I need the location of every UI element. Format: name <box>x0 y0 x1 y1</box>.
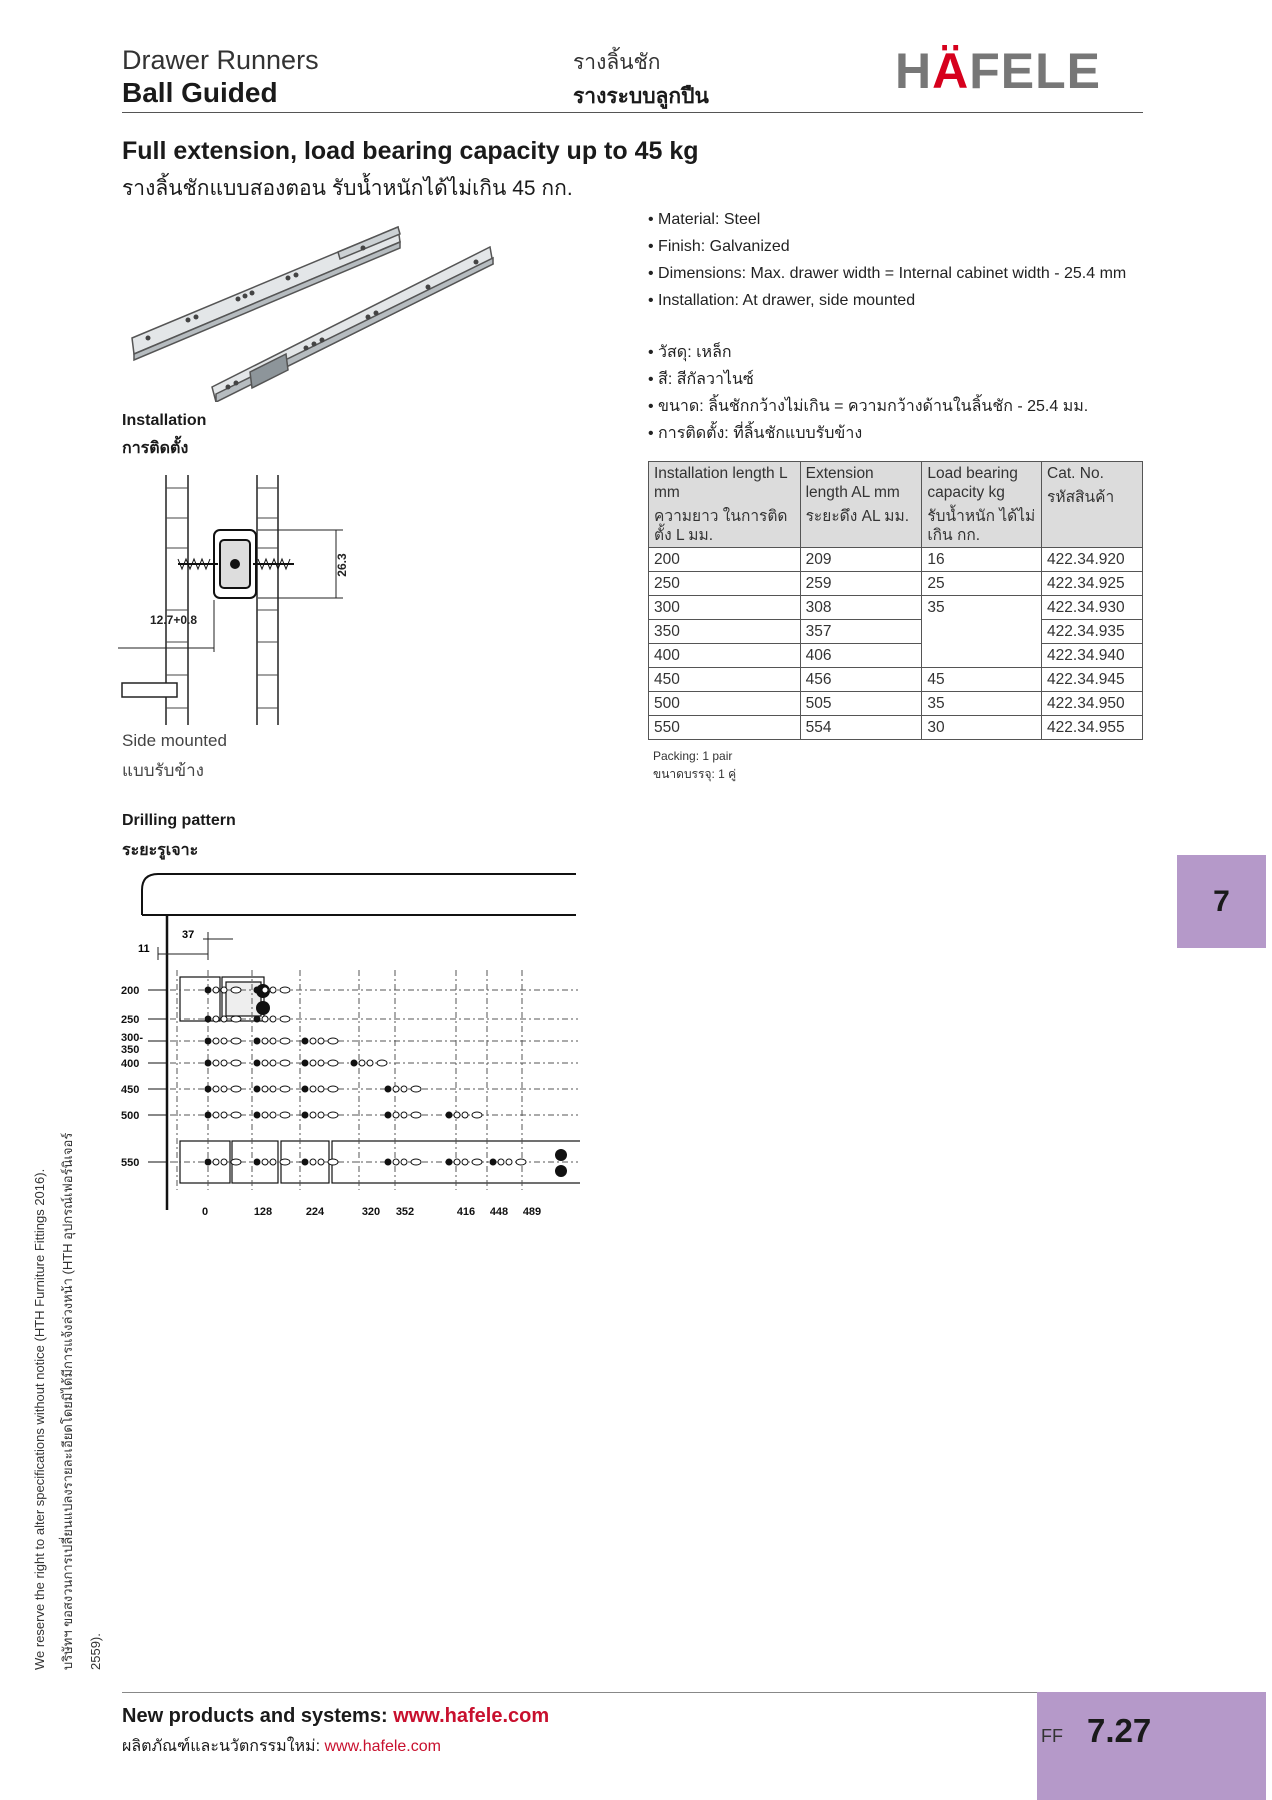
drill-hole-open <box>270 1038 276 1044</box>
drill-hole-open <box>213 1159 219 1165</box>
specs-list-th <box>648 339 1088 447</box>
col-install-length: Installation length L mm ความยาว ในการติดตั้ง L มม. <box>649 462 801 548</box>
drill-hole-open <box>221 1060 227 1066</box>
drill-slot <box>328 1159 338 1165</box>
drill-slot <box>280 1086 290 1092</box>
len-label-200: 200 <box>121 985 140 997</box>
drill-slot <box>328 1112 338 1118</box>
drill-hole-solid <box>205 1112 212 1119</box>
len-label-400: 400 <box>121 1058 140 1070</box>
table-row: 250 259 25 422.34.925 <box>649 572 1143 596</box>
spec-installation-th: • การติดตั้ง: ที่ลิ้นชักแบบรับข้าง <box>648 425 863 442</box>
drill-hole-open <box>393 1086 399 1092</box>
drill-hole-open <box>401 1159 407 1165</box>
drill-slot <box>472 1159 482 1165</box>
drill-hole-open <box>213 1038 219 1044</box>
drill-hole-open <box>270 1016 276 1022</box>
drill-hole-open <box>262 987 268 993</box>
drill-hole-solid <box>254 1016 261 1023</box>
drill-hole-open <box>221 987 227 993</box>
len-label-300: 300- <box>121 1032 144 1044</box>
page-number-box <box>1037 1692 1266 1800</box>
col-cat-no: Cat. No. รหัสสินค้า <box>1042 462 1143 548</box>
drill-hole-solid <box>205 1016 212 1023</box>
drill-slot <box>328 1060 338 1066</box>
product-title-th: รางลิ้นชักแบบสองตอน รับน้ำหนักได้ไม่เกิน 45 กก. <box>122 177 573 200</box>
drill-hole-solid <box>254 987 261 994</box>
drill-hole-solid <box>205 987 212 994</box>
footer-link-th[interactable]: www.hafele.com <box>324 1738 441 1755</box>
drill-hole-open <box>221 1086 227 1092</box>
drill-hole-open <box>270 1112 276 1118</box>
drill-slot <box>280 1060 290 1066</box>
packing-th: ขนาดบรรจุ: 1 คู่ <box>653 767 737 781</box>
drill-hole-open <box>221 1112 227 1118</box>
drill-slot <box>280 987 290 993</box>
drill-hole-open <box>262 1112 268 1118</box>
table-row: 300 308 35 422.34.930 <box>649 596 1143 620</box>
drill-hole-solid <box>385 1159 392 1166</box>
drill-slot <box>231 987 241 993</box>
drill-slot <box>377 1060 387 1066</box>
drill-hole-open <box>270 1060 276 1066</box>
drill-hole-open <box>262 1016 268 1022</box>
header-subcategory-th: รางระบบลูกปืน <box>573 85 709 108</box>
product-title: Full extension, load bearing capacity up to 45 kg <box>122 137 699 165</box>
col-extension-length: Extension length AL mm ระยะดึง AL มม. <box>800 462 922 548</box>
footer-line-th: ผลิตภัณฑ์และนวัตกรรมใหม่: www.hafele.com <box>122 1738 441 1755</box>
installation-diagram <box>118 470 358 730</box>
installation-caption: Side mounted <box>122 731 227 750</box>
drill-hole-solid <box>490 1159 497 1166</box>
drill-slot <box>280 1159 290 1165</box>
drilling-diagram <box>118 860 580 1220</box>
runner-rail-back <box>132 227 400 360</box>
installation-heading: Installation <box>122 412 207 429</box>
drill-slot <box>231 1112 241 1118</box>
drill-slot <box>231 1038 241 1044</box>
drill-slot <box>516 1159 526 1165</box>
len-label-350: 350 <box>121 1044 140 1056</box>
spec-dimensions: • Dimensions: Max. drawer width = Internal cabinet width - 25.4 mm <box>648 265 1127 282</box>
footer-link[interactable]: www.hafele.com <box>393 1705 550 1727</box>
spec-dimensions-th: • ขนาด: ลิ้นชักกว้างไม่เกิน = ความกว้างด้านในลิ้นชัก - 25.4 มม. <box>648 398 1089 415</box>
drill-hole-solid <box>302 1086 309 1093</box>
drill-hole-open <box>318 1038 324 1044</box>
drill-hole-open <box>262 1060 268 1066</box>
drill-hole-open <box>310 1060 316 1066</box>
table-header-row <box>649 462 1143 548</box>
installation-caption-th: แบบรับข้าง <box>122 761 204 780</box>
col-load-capacity: Load bearing capacity kg รับน้ำหนัก ได้ไม่เกิน กก. <box>922 462 1042 548</box>
drill-hole-open <box>270 1159 276 1165</box>
drill-hole-solid <box>385 1112 392 1119</box>
table-row: 450 456 45 422.34.945 <box>649 668 1143 692</box>
spec-installation: • Installation: At drawer, side mounted <box>648 292 916 309</box>
pos-label-416: 416 <box>456 1206 476 1218</box>
drill-hole-open <box>310 1086 316 1092</box>
footer-divider <box>122 1692 1037 1693</box>
drill-hole-open <box>213 1086 219 1092</box>
pos-label-320: 320 <box>361 1206 381 1218</box>
header-category: Drawer Runners <box>122 45 319 75</box>
drill-slot <box>411 1086 421 1092</box>
drill-slot <box>328 1038 338 1044</box>
drill-hole-open <box>221 1038 227 1044</box>
drill-hole-open <box>270 1086 276 1092</box>
header-divider <box>122 112 1143 113</box>
drill-hole-open <box>318 1060 324 1066</box>
drilling-heading: Drilling pattern <box>122 812 236 829</box>
drill-hole-solid <box>254 1060 261 1067</box>
drill-hole-solid <box>385 1086 392 1093</box>
table-row: 550 554 30 422.34.955 <box>649 716 1143 740</box>
drill-slot <box>231 1016 241 1022</box>
drill-hole-open <box>310 1159 316 1165</box>
pos-label-128: 128 <box>253 1206 273 1218</box>
len-label-550: 550 <box>121 1157 140 1169</box>
drill-slot <box>328 1086 338 1092</box>
drill-hole-open <box>401 1112 407 1118</box>
disclaimer-en: We reserve the right to alter specifications without notice (HTH Furniture Fittings 2016). <box>32 1168 47 1670</box>
dim-11: 11 <box>138 943 150 955</box>
drill-hole-open <box>462 1159 468 1165</box>
drill-hole-solid <box>302 1038 309 1045</box>
drill-hole-open <box>262 1159 268 1165</box>
drill-hole-open <box>213 1060 219 1066</box>
drill-hole-solid <box>205 1159 212 1166</box>
drill-hole-solid <box>446 1112 453 1119</box>
spec-finish: • Finish: Galvanized <box>648 238 790 255</box>
drill-slot <box>411 1159 421 1165</box>
spec-material-th: • วัสดุ: เหล็ก <box>648 344 732 361</box>
hafele-logo: HÄFELE <box>895 43 1102 99</box>
table-row: 200 209 16 422.34.920 <box>649 548 1143 572</box>
drill-hole-solid <box>302 1112 309 1119</box>
runner-rail-front <box>212 247 493 402</box>
table-row: 400 406 422.34.940 <box>649 644 1143 668</box>
drill-hole-open <box>498 1159 504 1165</box>
drill-hole-open <box>359 1060 365 1066</box>
drill-hole-open <box>213 1112 219 1118</box>
product-table <box>648 461 1143 740</box>
len-label-250: 250 <box>121 1014 140 1026</box>
spec-finish-th: • สี: สีกัลวาไนซ์ <box>648 371 754 388</box>
drill-slot <box>231 1159 241 1165</box>
disclaimer <box>26 1110 110 1670</box>
drill-hole-solid <box>302 1159 309 1166</box>
drill-hole-solid <box>254 1038 261 1045</box>
drill-hole-open <box>393 1159 399 1165</box>
disclaimer-th: บริษัทฯ ขอสงวนการเปลี่ยนแปลงรายละเอียดโดยมิได้มีการแจ้งล่วงหน้า (HTH อุปกรณ์เฟอร์นิเจอร์ 2559). <box>60 1132 103 1670</box>
drill-hole-solid <box>205 1038 212 1045</box>
pos-label-0: 0 <box>201 1206 209 1218</box>
len-label-500: 500 <box>121 1110 140 1122</box>
drill-slot <box>472 1112 482 1118</box>
drilling-heading-th: ระยะรูเจาะ <box>122 842 199 859</box>
pos-label-224: 224 <box>305 1206 325 1218</box>
drill-hole-open <box>262 1086 268 1092</box>
drill-slot <box>280 1016 290 1022</box>
table-row: 500 505 35 422.34.950 <box>649 692 1143 716</box>
drill-hole-solid <box>302 1060 309 1067</box>
drill-hole-open <box>310 1038 316 1044</box>
drill-hole-open <box>213 987 219 993</box>
drill-hole-open <box>221 1016 227 1022</box>
drill-hole-open <box>318 1112 324 1118</box>
drill-hole-solid <box>205 1060 212 1067</box>
runner-outline-short <box>180 977 264 1021</box>
dim-gap: 12.7+0.8 <box>150 613 198 627</box>
footer-line-en: New products and systems: www.hafele.com <box>122 1705 550 1727</box>
drill-slot <box>411 1112 421 1118</box>
drill-hole-solid <box>446 1159 453 1166</box>
drill-hole-open <box>310 1112 316 1118</box>
table-row: 350 357 422.34.935 <box>649 620 1143 644</box>
drill-hole-open <box>506 1159 512 1165</box>
pos-label-489: 489 <box>522 1206 542 1218</box>
product-image <box>128 222 500 402</box>
drill-hole-solid <box>351 1060 358 1067</box>
drill-hole-open <box>318 1159 324 1165</box>
chapter-tab: 7 <box>1177 855 1266 948</box>
packing-en: Packing: 1 pair <box>653 749 733 763</box>
installation-heading-th: การติดตั้ง <box>122 440 189 457</box>
drill-hole-open <box>393 1112 399 1118</box>
drill-hole-open <box>262 1038 268 1044</box>
drill-hole-open <box>367 1060 373 1066</box>
drill-hole-open <box>213 1016 219 1022</box>
header-category-th: รางลิ้นชัก <box>573 51 661 74</box>
drill-hole-open <box>221 1159 227 1165</box>
dim-37: 37 <box>182 929 195 941</box>
drill-hole-open <box>454 1112 460 1118</box>
drill-hole-open <box>318 1086 324 1092</box>
dim-height: 26.3 <box>335 553 349 577</box>
drill-slot <box>280 1112 290 1118</box>
specs-list-en <box>648 206 1126 314</box>
drill-slot <box>231 1086 241 1092</box>
drill-hole-open <box>270 987 276 993</box>
drill-hole-solid <box>205 1086 212 1093</box>
header-subcategory: Ball Guided <box>122 77 278 108</box>
drill-hole-solid <box>254 1159 261 1166</box>
page-number: 7.27 <box>1087 1712 1152 1749</box>
pos-label-352: 352 <box>395 1206 415 1218</box>
drill-hole-open <box>401 1086 407 1092</box>
drill-hole-open <box>462 1112 468 1118</box>
packing-info <box>653 747 736 783</box>
drill-hole-open <box>454 1159 460 1165</box>
drill-hole-solid <box>254 1112 261 1119</box>
section-code: FF <box>1041 1726 1063 1746</box>
spec-material: • Material: Steel <box>648 211 761 228</box>
len-label-450: 450 <box>121 1084 140 1096</box>
drill-hole-solid <box>254 1086 261 1093</box>
pos-label-448: 448 <box>489 1206 509 1218</box>
drill-slot <box>231 1060 241 1066</box>
drill-slot <box>280 1038 290 1044</box>
